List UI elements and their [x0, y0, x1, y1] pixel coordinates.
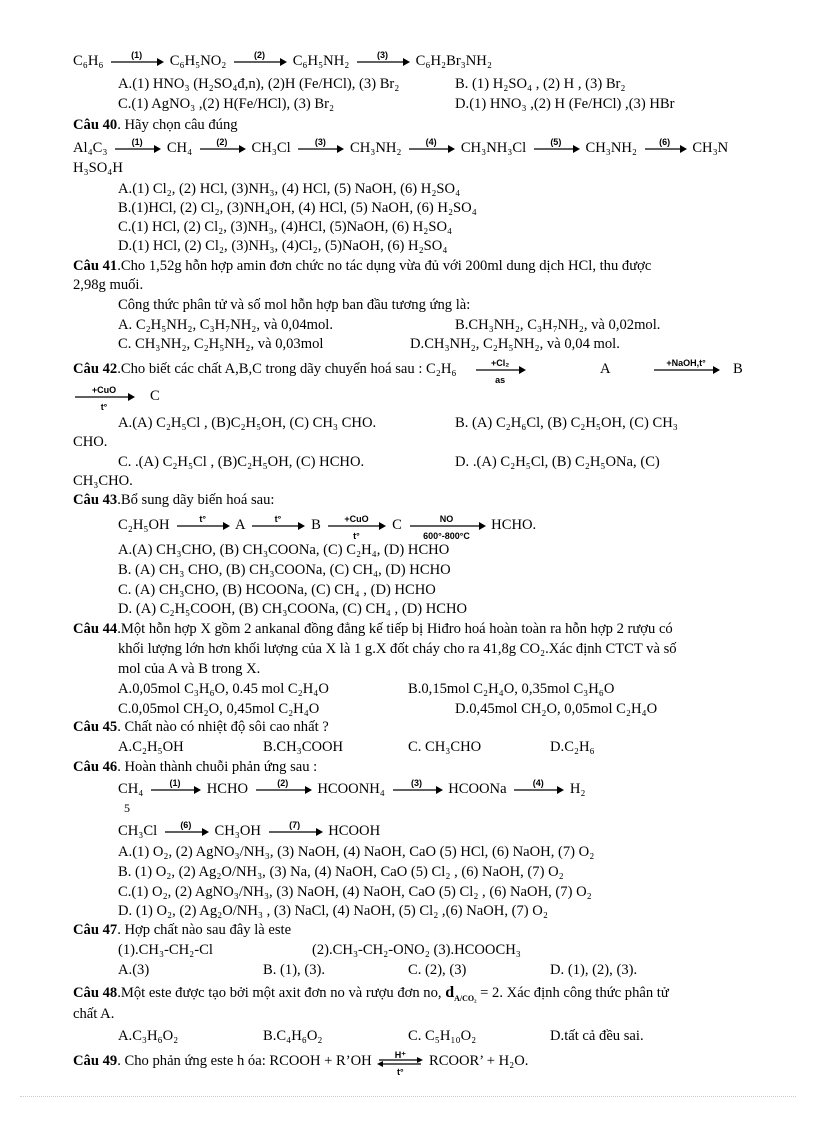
option-a: A.(A) C₂H₅Cl , (B)C₂H₅OH, (C) CH₃ CHO. — [118, 415, 377, 431]
option-b: B.0,15mol C₂H₄O, 0,35mol C₃H₆O — [408, 681, 615, 697]
question-46: Câu 46. Hoàn thành chuỗi phản ứng sau : — [73, 759, 318, 775]
arrow-icon: (4) — [407, 140, 455, 158]
arrow-icon: +Cl₂ as — [474, 361, 526, 379]
reaction-chain-benzene — [73, 49, 492, 71]
arrow-icon: t° — [175, 517, 230, 535]
arrow-icon: (3) — [355, 53, 410, 71]
option-b: B.CH₃COOH — [263, 739, 344, 755]
formula: H₃SO₄H — [73, 160, 123, 176]
option-d: D.0,45mol CH₂O, 0,05mol C₂H₄O — [455, 701, 658, 717]
arrow-icon: t° — [250, 517, 305, 535]
arrow-icon: (4) — [512, 781, 564, 799]
formula: C₆H₂Br₃NH₂ — [415, 53, 492, 69]
question-42: Câu 42.Cho biết các chất A,B,C trong dãy chuyển hoá sau : C₂H₆ +Cl₂ as — [73, 360, 528, 379]
option-b: B. (A) CH₃ CHO, (B) CH₃COONa, (C) CH₄, (D) HCHO — [118, 562, 451, 578]
arrow-icon: (3) — [296, 140, 344, 158]
option-b: B.(1)HCl, (2) Cl₂, (3)NH₄OH, (4) HCl, (5) NaOH, (6) H₂SO₄ — [118, 200, 477, 216]
question-41: Câu 41.Cho 1,52g hỗn hợp amin đơn chức no tác dụng vừa đủ với 200ml dung dịch HCl, thu được — [73, 258, 652, 274]
option-d: D.(1) HNO₃ ,(2) H (Fe/HCl) ,(3) HBr — [455, 96, 675, 112]
page-divider — [20, 1096, 796, 1097]
option-c: C.(1) O₂, (2) AgNO₃/NH₃, (3) NaOH, (4) NaOH, CaO (5) Cl₂ , (6) NaOH, (7) O₂ — [118, 884, 592, 900]
question-45: Câu 45. Chất nào có nhiệt độ sôi cao nhất ? — [73, 719, 329, 735]
arrow-icon: (6) — [643, 140, 687, 158]
arrow-icon: (7) — [267, 823, 323, 841]
option-a: A.(1) Cl₂, (2) HCl, (3)NH₃, (4) HCl, (5) NaOH, (6) H₂SO₄ — [118, 181, 461, 197]
question-text: chất A. — [73, 1006, 115, 1022]
question-47: Câu 47. Hợp chất nào sau đây là este — [73, 922, 292, 938]
formula: C₆H₅NO₂ — [169, 53, 227, 69]
question-40: Câu 40. Hãy chọn câu đúng — [73, 117, 238, 133]
question-48: Câu 48.Một este được tạo bởi một axit đơn no và rượu đơn no, $d_{A/CO_2} = 2$. Xác định công thức phân tử — [73, 984, 669, 1003]
option-c: C. CH₃NH₂, C₂H₅NH₂, và 0,03mol — [118, 336, 324, 352]
question-text: khối lượng lớn hơn khối lượng của X là 1 g.X đốt cháy cho ra 41,8g CO₂.Xác định CTCT và số — [118, 641, 677, 657]
option-c: C.(1) HCl, (2) Cl₂, (3)NH₃, (4)HCl, (5)NaOH, (6) H₂SO₄ — [118, 219, 453, 235]
option-d: D.(1) HCl, (2) Cl₂, (3)NH₃, (4)Cl₂, (5)NaOH, (6) H₂SO₄ — [118, 238, 448, 254]
reaction-chain-al4c3: Al₄C₃ (1) CH₄ (2) CH₃Cl (3) CH₃NH₂ (4) CH₃NH₃Cl (5) CH₃NH₂ (6) CH₃N — [73, 136, 729, 156]
question-text: 2,98g muối. — [73, 277, 144, 293]
chain-label-c: C — [150, 388, 160, 404]
chain-label-a: A — [600, 361, 611, 377]
question-43: Câu 43.Bổ sung dãy biến hoá sau: — [73, 492, 275, 508]
option-a: A.0,05mol C₃H₆O, 0.45 mol C₂H₄O — [118, 681, 329, 697]
arrow-icon: (2) — [254, 781, 312, 799]
option-d: D. (A) C₂H₅COOH, (B) CH₃COONa, (C) CH₄ , (D) HCHO — [118, 601, 468, 617]
option-b: B. (1) O₂, (2) Ag₂O/NH₃, (3) Na, (4) NaOH, CaO (5) Cl₂ , (6) NaOH, (7) O₂ — [118, 864, 564, 880]
question-44: Câu 44.Một hỗn hợp X gồm 2 ankanal đồng đẳng kế tiếp bị Hiđro hoá hoàn toàn ra hỗn hợp 2 rượu có — [73, 621, 673, 637]
option-d: D. .(A) C₂H₅Cl, (B) C₂H₅ONa, (C) — [455, 454, 660, 470]
question-49: Câu 49. Cho phản ứng este h óa: RCOOH + R’OH H⁺ t° RCOOR’ + H₂O. — [73, 1049, 529, 1077]
option-b: B. (A) C₂H₆Cl, (B) C₂H₅OH, (C) CH₃ — [455, 415, 678, 431]
option-b: B.C₄H₆O₂ — [263, 1028, 323, 1044]
arrow-icon: +CuO t° — [73, 387, 135, 406]
option-text: CH₃CHO. — [73, 473, 133, 489]
option-a: A.(1) O₂, (2) AgNO₃/NH₃, (3) NaOH, (4) NaOH, CaO (5) HCl, (6) NaOH, (7) O₂ — [118, 844, 595, 860]
chain-label-b: B — [733, 361, 743, 377]
down-arrow-label: 5 — [124, 801, 130, 815]
option-d: D.tất cả đều sai. — [550, 1028, 644, 1044]
option-a: A.(A) CH₃CHO, (B) CH₃COONa, (C) C₂H₄, (D) HCHO — [118, 542, 450, 558]
option-d: D. (1), (2), (3). — [550, 962, 638, 978]
arrow-icon: (2) — [232, 53, 287, 71]
compound-1: (1).CH₃-CH₂-Cl — [118, 942, 213, 958]
option-d: D.C₂H₆ — [550, 739, 595, 755]
option-d: D. (1) O₂, (2) Ag₂O/NH₃ , (3) NaCl, (4) NaOH, (5) Cl₂ ,(6) NaOH, (7) O₂ — [118, 903, 548, 919]
arrow-icon: +NaOH,t° — [650, 360, 722, 379]
equilibrium-arrow-icon: H⁺ t° — [377, 1053, 423, 1071]
reaction-chain-ethanol: C₂H₅OH t° A t° B +CuO t° C NO 600°-800°C HCHO. — [118, 513, 537, 541]
option-c: C. (A) CH₃CHO, (B) HCOONa, (C) CH₄ , (D) HCHO — [118, 582, 436, 598]
option-c: C.(1) AgNO₃ ,(2) H(Fe/HCl), (3) Br₂ — [118, 96, 335, 112]
option-c: C. CH₃CHO — [408, 739, 482, 755]
arrow-icon: (6) — [163, 823, 209, 841]
option-a: A.C₂H₅OH — [118, 739, 184, 755]
question-text: mol của A và B trong X. — [118, 661, 261, 677]
option-a: A.(3) — [118, 962, 150, 978]
arrow-icon: (1) — [109, 53, 164, 71]
arrow-icon: NO 600°-800°C — [408, 517, 486, 535]
formula: C₆H₅NH₂ — [292, 53, 350, 69]
arrow-icon: (3) — [391, 781, 443, 799]
option-c: C. C₅H₁₀O₂ — [408, 1028, 477, 1044]
option-a: A.C₃H₆O₂ — [118, 1028, 179, 1044]
compound-2-3: (2).CH₃-CH₂-ONO₂ (3).HCOOCH₃ — [312, 942, 521, 958]
arrow-icon: +CuO t° — [326, 517, 386, 535]
arrow-icon: (1) — [113, 140, 161, 158]
question-text: Công thức phân tử và số mol hỗn hợp ban đầu tương ứng là: — [118, 297, 471, 313]
option-a: A.(1) HNO₃ (H₂SO₄đ,n), (2)H (Fe/HCl), (3) Br₂ — [118, 76, 400, 92]
arrow-icon: (2) — [198, 140, 246, 158]
option-c: C. (2), (3) — [408, 962, 467, 978]
formula: C₆H₆ — [73, 53, 104, 69]
option-c: C. .(A) C₂H₅Cl , (B)C₂H₅OH, (C) HCHO. — [118, 454, 365, 470]
reaction-chain-chloromethane: CH₃Cl (6) CH₃OH (7) HCOOH — [118, 819, 381, 839]
option-b: B. (1) H₂SO₄ , (2) H , (3) Br₂ — [455, 76, 626, 92]
reaction-chain-methane: CH₄ (1) HCHO (2) HCOONH₄ (3) HCOONa (4) H₂ — [118, 777, 586, 797]
option-b: B. (1), (3). — [263, 962, 326, 978]
arrow-icon: (5) — [532, 140, 580, 158]
arrow-icon: (1) — [149, 781, 201, 799]
option-text: CHO. — [73, 434, 108, 450]
option-b: B.CH₃NH₂, C₃H₇NH₂, và 0,02mol. — [455, 317, 661, 333]
option-c: C.0,05mol CH₂O, 0,45mol C₂H₄O — [118, 701, 320, 717]
option-d: D.CH₃NH₂, C₂H₅NH₂, và 0,04 mol. — [410, 336, 620, 352]
option-a: A. C₂H₅NH₂, C₃H₇NH₂, và 0,04mol. — [118, 317, 333, 333]
